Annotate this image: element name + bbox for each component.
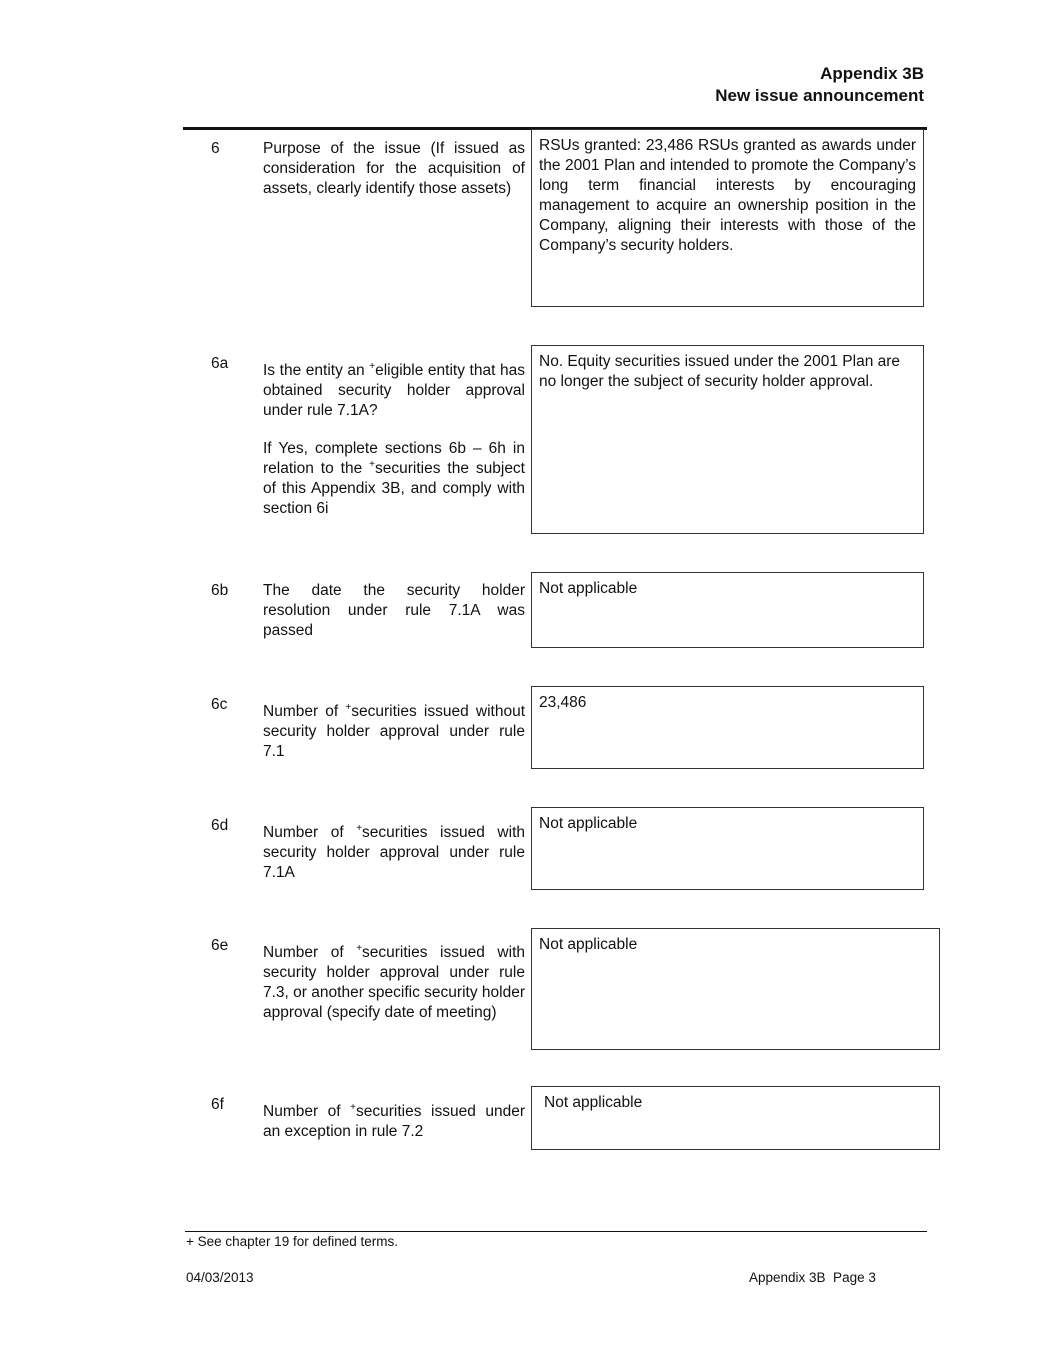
plus-marker: + (356, 943, 363, 954)
item-question: Number of +securities issued under an exception in rule 7.2 (263, 1102, 526, 1140)
footer-date: 04/03/2013 (186, 1270, 254, 1285)
item-question: Number of +securities issued without security holder approval under rule 7.1 (263, 702, 526, 760)
item-number: 6a (211, 355, 229, 372)
header-subtitle: New issue announcement (715, 86, 924, 105)
item-question: Number of +securities issued with security holder approval under rule 7.1A (263, 823, 525, 881)
plus-marker: + (345, 702, 352, 713)
footer-rule-divider (185, 1231, 927, 1232)
item-answer-box: Not applicable (531, 572, 924, 648)
footnote: + See chapter 19 for defined terms. (186, 1234, 398, 1249)
plus-marker: + (369, 459, 375, 470)
item-answer-box: Not applicable (531, 928, 940, 1050)
item-number: 6f (211, 1096, 224, 1113)
plus-marker: + (356, 823, 363, 834)
item-number: 6 (211, 140, 220, 157)
item-answer-box: 23,486 (531, 686, 924, 769)
item-question: Number of +securities issued with security holder approval under rule 7.3, or another specific security holder approval (specify date of meeting) (263, 943, 525, 1021)
item-number: 6c (211, 696, 228, 713)
item-answer-box: No. Equity securities issued under the 2001 Plan are no longer the subject of security holder approval. (531, 345, 924, 534)
plus-marker: + (369, 361, 376, 372)
item-question: Is the entity an +eligible entity that has obtained security holder approval under rule 7.1A? If Yes, complete sections 6b – 6h in relation to the +securities the subject of this Appendix 3B, and comply with section 6i (263, 361, 525, 517)
header-title: Appendix 3B (820, 64, 924, 83)
item-number: 6e (211, 937, 229, 954)
item-question: Purpose of the issue (If issued as consideration for the acquisition of assets, clearly identify those assets) (263, 140, 525, 197)
item-answer-box: Not applicable (531, 1086, 940, 1150)
item-number: 6d (211, 817, 229, 834)
item-answer-box: Not applicable (531, 807, 924, 890)
document-header (715, 63, 924, 107)
footer-page-number: Appendix 3B Page 3 (749, 1270, 876, 1285)
item-question: The date the security holder resolution under rule 7.1A was passed (263, 582, 525, 639)
item-number: 6b (211, 582, 229, 599)
item-answer-box: RSUs granted: 23,486 RSUs granted as awards under the 2001 Plan and intended to promote the Company’s long term financial interests by encouraging management to acquire an ownership position in the Company, aligning their interests with those of the Company’s security holders. (531, 129, 924, 307)
plus-marker: + (350, 1102, 356, 1113)
